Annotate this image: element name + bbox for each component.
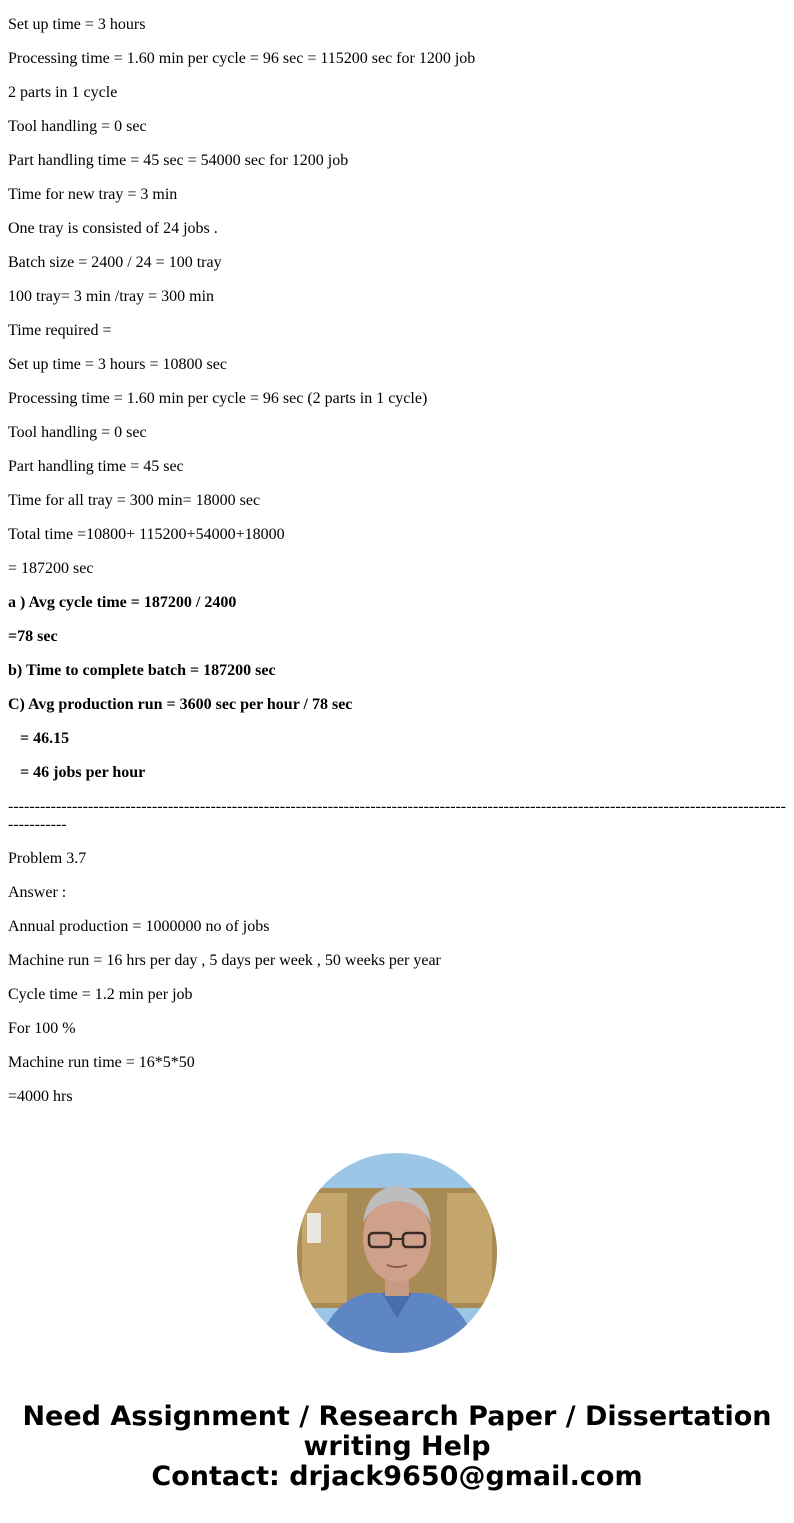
text-line: b) Time to complete batch = 187200 sec xyxy=(8,662,276,679)
text-line: Set up time = 3 hours xyxy=(8,16,146,33)
text-line: One tray is consisted of 24 jobs . xyxy=(8,220,218,237)
text-line: Batch size = 2400 / 24 = 100 tray xyxy=(8,254,222,271)
text-line: Problem 3.7 xyxy=(8,850,87,867)
footer-contact: Contact: drjack9650@gmail.com xyxy=(151,1461,643,1492)
footer-banner xyxy=(0,1402,794,1492)
text-line: =4000 hrs xyxy=(8,1088,73,1105)
text-line: Total time =10800+ 115200+54000+18000 xyxy=(8,526,285,543)
text-line: Time for all tray = 300 min= 18000 sec xyxy=(8,492,261,509)
document-body xyxy=(8,16,786,1122)
text-line: Annual production = 1000000 no of jobs xyxy=(8,918,270,935)
text-line: Answer : xyxy=(8,884,67,901)
text-line: Part handling time = 45 sec = 54000 sec for 1200 job xyxy=(8,152,349,169)
text-line: = 187200 sec xyxy=(8,560,94,577)
text-line: Tool handling = 0 sec xyxy=(8,118,147,135)
text-line: a ) Avg cycle time = 187200 / 2400 xyxy=(8,594,237,611)
text-line: = 46.15 xyxy=(8,730,70,747)
text-line: Time for new tray = 3 min xyxy=(8,186,178,203)
text-line: Processing time = 1.60 min per cycle = 96 sec = 115200 sec for 1200 job xyxy=(8,50,476,67)
footer-line-2: writing Help xyxy=(303,1431,491,1462)
text-line: 2 parts in 1 cycle xyxy=(8,84,118,101)
text-line: For 100 % xyxy=(8,1020,76,1037)
author-avatar xyxy=(297,1153,497,1353)
text-line: Part handling time = 45 sec xyxy=(8,458,184,475)
text-line: Machine run time = 16*5*50 xyxy=(8,1054,195,1071)
portrait-image xyxy=(297,1153,497,1353)
text-line: = 46 jobs per hour xyxy=(8,764,146,781)
footer-line-1: Need Assignment / Research Paper / Dissertation xyxy=(22,1401,772,1432)
text-line: Cycle time = 1.2 min per job xyxy=(8,986,193,1003)
text-line: Processing time = 1.60 min per cycle = 96 sec (2 parts in 1 cycle) xyxy=(8,390,428,407)
text-line: C) Avg production run = 3600 sec per hour / 78 sec xyxy=(8,696,353,713)
text-line: Set up time = 3 hours = 10800 sec xyxy=(8,356,227,373)
text-line: 100 tray= 3 min /tray = 300 min xyxy=(8,288,215,305)
text-line: =78 sec xyxy=(8,628,58,645)
text-line: Machine run = 16 hrs per day , 5 days per week , 50 weeks per year xyxy=(8,952,441,969)
text-line: Time required = xyxy=(8,322,112,339)
divider-line: ------------------------------------------------------------------------------------------------------------------------------------------------------------- xyxy=(8,798,786,833)
text-line: Tool handling = 0 sec xyxy=(8,424,147,441)
